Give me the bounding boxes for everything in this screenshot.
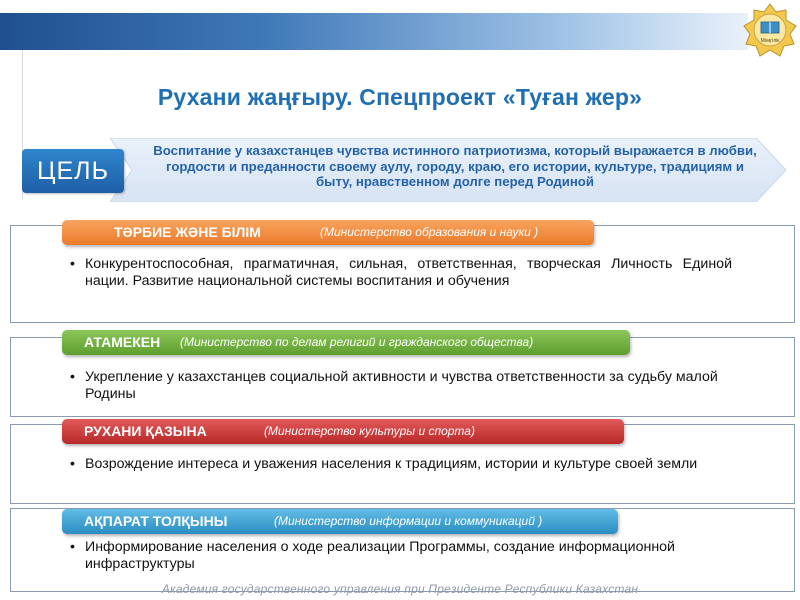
section-ministry: (Министерство культуры и спорта) (264, 424, 475, 438)
bullet-text: Конкурентоспособная, прагматичная, сильная, ответственная, творческая Личность Единой нации. Развитие национальной системы воспитания и обучения (85, 256, 732, 289)
section-name: ТӘРБИЕ ЖӘНЕ БІЛІМ (114, 224, 261, 240)
section-header-rukhani (62, 419, 624, 444)
top-banner-bar (0, 13, 748, 50)
section-name: РУХАНИ ҚАЗЫНА (84, 423, 207, 439)
goal-label: ЦЕЛЬ (22, 149, 124, 193)
section-header-akparat (62, 509, 618, 534)
section-ministry: (Министерство информации и коммуникаций ) (274, 514, 543, 528)
section-bullet-education (70, 256, 732, 290)
section-ministry: (Министерство по делам религий и гражданского общества) (180, 335, 534, 349)
goal-text: Воспитание у казахстанцев чувства истинного патриотизма, который выражается в любви, гордости и преданности своему аулу, городу, краю, его истории, культуре, традициям и быту, нравственном долге перед Родиной (153, 143, 757, 190)
book-star-emblem-icon (742, 2, 798, 58)
bullet-icon: • (70, 539, 75, 555)
bullet-icon: • (70, 256, 75, 272)
footer-text: Академия государственного управления при Президенте Республики Казахстан (161, 582, 639, 596)
bullet-text: Укрепление у казахстанцев социальной активности и чувства ответственности за судьбу малой Родины (85, 369, 718, 402)
section-bullet-akparat (70, 539, 732, 573)
page-title: Рухани жаңғыру. Спецпроект «Туған жер» (157, 84, 643, 110)
section-bullet-atameken (70, 369, 732, 403)
section-bullet-rukhani (70, 456, 732, 473)
bullet-text: Информирование населения о ходе реализации Программы, создание информационной инфраструктуры (85, 539, 675, 572)
bullet-icon: • (70, 456, 75, 472)
emblem-caption: Мәңгілік (760, 38, 780, 44)
bullet-text: Возрождение интереса и уважения населения к традициям, истории и культуре своей земли (85, 456, 698, 472)
section-header-atameken (62, 330, 630, 355)
section-name: АТАМЕКЕН (84, 334, 161, 350)
section-header-education (62, 220, 594, 245)
section-ministry: (Министерство образования и науки ) (320, 225, 539, 239)
section-name: АҚПАРАТ ТОЛҚЫНЫ (84, 513, 228, 529)
bullet-icon: • (70, 369, 75, 385)
